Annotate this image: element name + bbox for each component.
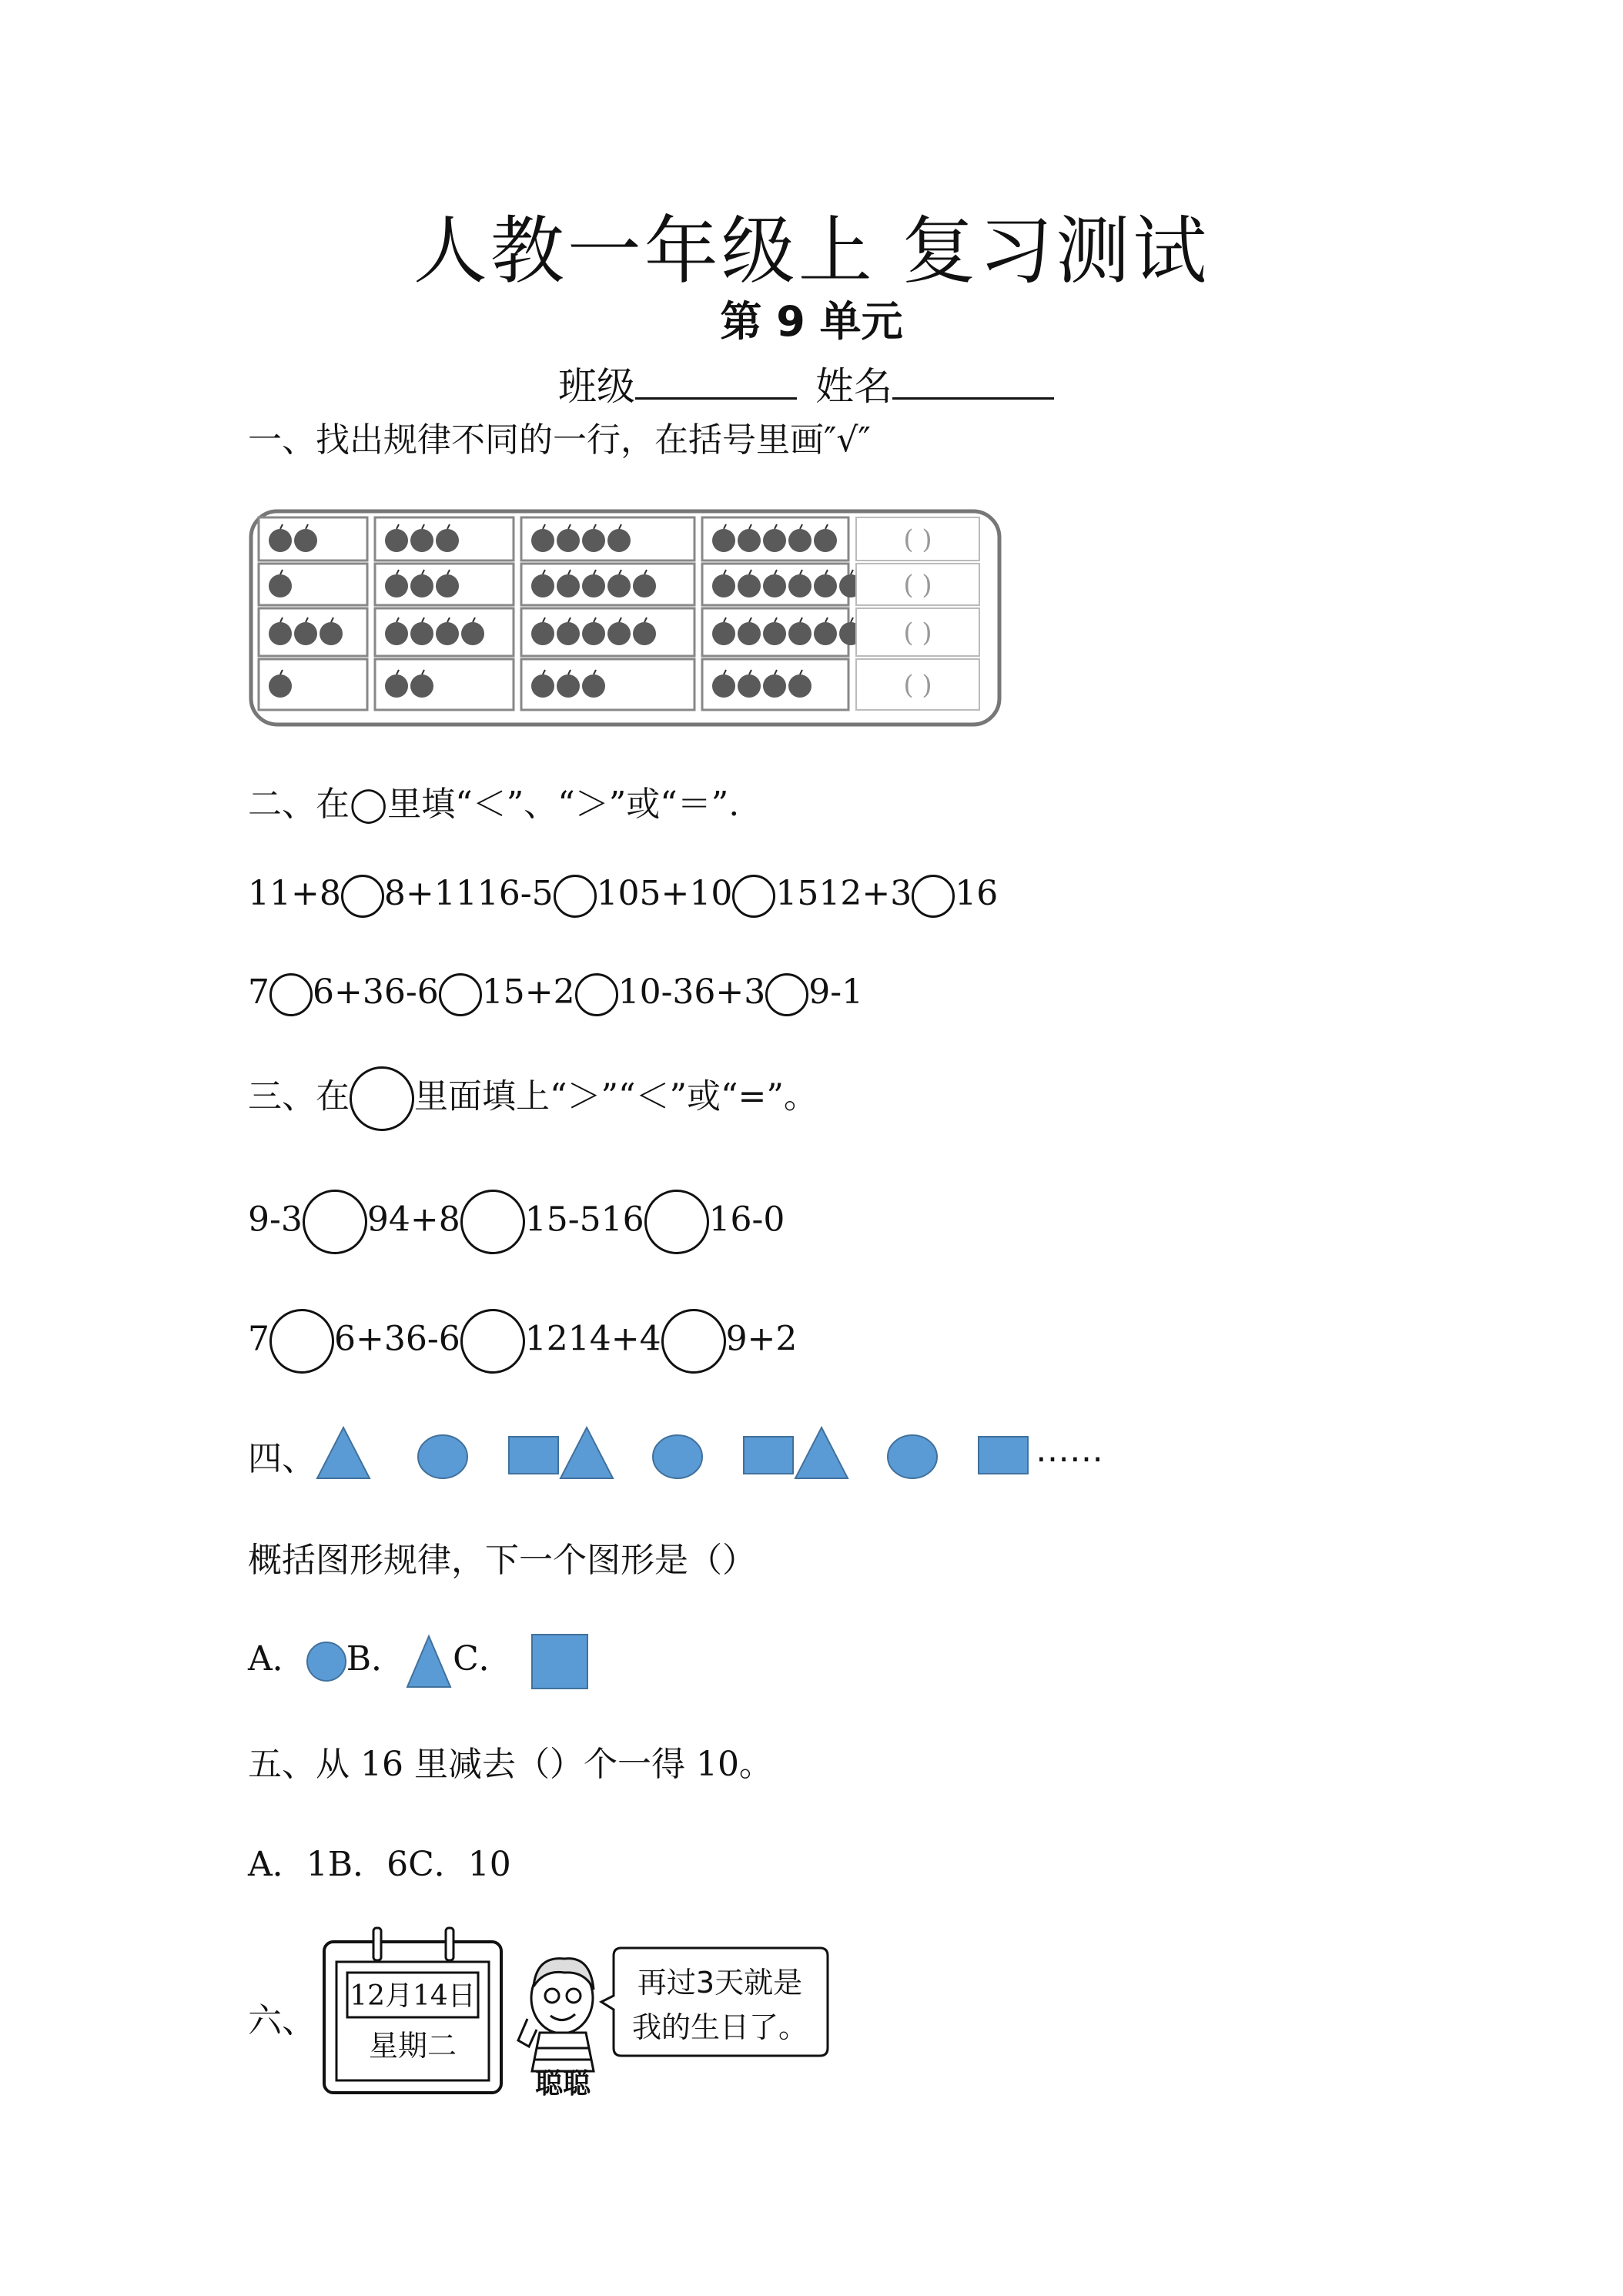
option-c-label: C． bbox=[453, 1639, 513, 1678]
apple-icon bbox=[410, 674, 433, 698]
apple-icon bbox=[269, 674, 292, 698]
apple-icon bbox=[712, 529, 735, 552]
apple-icon bbox=[294, 529, 317, 552]
apple-icon bbox=[557, 622, 580, 645]
name-line bbox=[558, 356, 1073, 411]
apple-icon bbox=[557, 529, 580, 552]
option-b-label: B． bbox=[346, 1639, 406, 1678]
q4-label: 四、 bbox=[248, 1439, 316, 1478]
square-shape bbox=[509, 1437, 558, 1474]
q5-options: A．1B．6C．10 bbox=[248, 1845, 511, 1884]
apple-icon bbox=[385, 529, 408, 552]
q2-line-2 bbox=[248, 972, 863, 1016]
expr: 9-1 bbox=[808, 972, 864, 1012]
q3-prompt-a: 三、在 bbox=[248, 1076, 350, 1116]
expr: 1512+3 bbox=[775, 874, 912, 913]
apple-icon bbox=[712, 574, 735, 597]
apple-icon bbox=[738, 529, 761, 552]
expr: 6+36-6 bbox=[313, 972, 439, 1012]
apple-icon bbox=[607, 529, 631, 552]
apple-icon bbox=[582, 674, 605, 698]
expr: 7 bbox=[248, 1319, 269, 1359]
apple-icon bbox=[712, 622, 735, 645]
apple-icon bbox=[461, 622, 484, 645]
unit-subtitle: 第 9 单元 bbox=[720, 297, 903, 346]
apple-icon bbox=[788, 674, 812, 698]
compare-oval[interactable] bbox=[732, 875, 775, 918]
apple-icon bbox=[712, 674, 735, 698]
triangle-shape bbox=[561, 1427, 613, 1478]
compare-circle[interactable] bbox=[460, 1309, 525, 1374]
apple-icon bbox=[763, 574, 786, 597]
apple-icon bbox=[738, 574, 761, 597]
apple-icon bbox=[531, 622, 554, 645]
apple-icon bbox=[582, 529, 605, 552]
q5-prompt: 五、从 16 里减去（）个一得 10。 bbox=[248, 1745, 773, 1784]
apple-icon bbox=[607, 574, 631, 597]
expr: 16 bbox=[955, 874, 999, 913]
compare-oval[interactable] bbox=[269, 973, 313, 1016]
apple-grid bbox=[259, 517, 979, 710]
compare-circle[interactable] bbox=[303, 1190, 367, 1254]
square-shape bbox=[744, 1437, 793, 1474]
apple-icon bbox=[788, 574, 812, 597]
q3-line-1 bbox=[248, 1190, 785, 1254]
apple-icon bbox=[410, 529, 433, 552]
circle-shape bbox=[418, 1435, 467, 1478]
apple-icon bbox=[436, 622, 459, 645]
apple-icon bbox=[531, 529, 554, 552]
class-blank[interactable] bbox=[635, 362, 797, 400]
q6-label: 六、 bbox=[248, 2001, 316, 2040]
q3-prompt bbox=[248, 1066, 818, 1131]
apple-icon bbox=[436, 574, 459, 597]
expr: 15+2 bbox=[481, 972, 575, 1012]
calendar-icon bbox=[324, 1928, 501, 2093]
apple-icon bbox=[294, 622, 317, 645]
expr: 8+1116-5 bbox=[383, 874, 554, 913]
option-a-circle[interactable] bbox=[306, 1642, 346, 1682]
q2-prompt bbox=[248, 776, 739, 825]
q4-options bbox=[248, 1631, 588, 1689]
apple-icon bbox=[763, 674, 786, 698]
q3-prompt-b: 里面填上“＞”“＜”或“=”。 bbox=[414, 1076, 818, 1116]
expr: 16-0 bbox=[708, 1200, 785, 1240]
q3-line-2 bbox=[248, 1309, 797, 1374]
shape-sequence bbox=[316, 1417, 1124, 1486]
compare-oval[interactable] bbox=[439, 973, 482, 1016]
triangle-shape bbox=[795, 1427, 848, 1478]
answer-bracket: ( ) bbox=[903, 570, 932, 601]
q2-line-1 bbox=[248, 874, 998, 918]
compare-oval[interactable] bbox=[341, 875, 384, 918]
speech-line-2: 我的生日了。 bbox=[631, 2010, 808, 2044]
character-name: 聪聪 bbox=[534, 2068, 591, 2098]
apple-icon bbox=[814, 574, 837, 597]
apple-icon bbox=[788, 622, 812, 645]
option-b-triangle[interactable] bbox=[405, 1634, 453, 1689]
circle-shape bbox=[653, 1435, 702, 1478]
triangle-shape bbox=[317, 1427, 370, 1478]
apple-icon bbox=[788, 529, 812, 552]
compare-circle[interactable] bbox=[269, 1309, 334, 1374]
apple-icon bbox=[607, 622, 631, 645]
apple-pattern-table bbox=[248, 508, 1002, 728]
name-label: 姓名 bbox=[815, 364, 892, 409]
apple-icon bbox=[531, 574, 554, 597]
square-shape bbox=[979, 1437, 1028, 1474]
compare-circle[interactable] bbox=[644, 1190, 709, 1254]
compare-circle[interactable] bbox=[661, 1309, 726, 1374]
apple-icon bbox=[763, 529, 786, 552]
answer-bracket: ( ) bbox=[903, 670, 932, 701]
expr: 11+8 bbox=[248, 874, 341, 913]
option-a-label: A． bbox=[248, 1639, 306, 1678]
compare-oval[interactable] bbox=[575, 973, 618, 1016]
sample-circle bbox=[350, 1066, 414, 1131]
apple-icon bbox=[814, 622, 837, 645]
expr: 94+8 bbox=[366, 1200, 460, 1240]
compare-oval[interactable] bbox=[765, 973, 808, 1016]
expr: 7 bbox=[248, 972, 269, 1012]
apple-icon bbox=[633, 574, 656, 597]
answer-bracket: ( ) bbox=[903, 618, 932, 648]
apple-icon bbox=[582, 622, 605, 645]
apple-icon bbox=[269, 622, 292, 645]
apple-icon bbox=[269, 574, 292, 597]
q4-question: 概括图形规律，下一个图形是（） bbox=[248, 1541, 756, 1580]
compare-oval[interactable] bbox=[912, 875, 955, 918]
expr: 6+36-6 bbox=[334, 1319, 460, 1359]
apple-icon bbox=[738, 622, 761, 645]
sequence-group bbox=[317, 1427, 1028, 1478]
apple-icon bbox=[557, 574, 580, 597]
apple-icon bbox=[410, 574, 433, 597]
apple-icon bbox=[582, 574, 605, 597]
expr: 9-3 bbox=[248, 1200, 303, 1240]
expr: 15-516 bbox=[524, 1200, 644, 1240]
apple-icon bbox=[557, 674, 580, 698]
apple-icon bbox=[269, 529, 292, 552]
apple-icon bbox=[814, 529, 837, 552]
compare-oval[interactable] bbox=[554, 875, 597, 918]
apple-icon bbox=[320, 622, 343, 645]
expr: 9+2 bbox=[725, 1319, 798, 1359]
class-label: 班级 bbox=[558, 364, 635, 409]
sequence-ellipsis: …… bbox=[1036, 1431, 1103, 1470]
speech-line-1: 再过3天就是 bbox=[637, 1966, 803, 2000]
apple-icon bbox=[436, 529, 459, 552]
expr: 105+10 bbox=[596, 874, 733, 913]
speech-bubble bbox=[601, 1948, 828, 2056]
page-title: 人教一年级上 复习测试 bbox=[413, 208, 1210, 294]
apple-icon bbox=[385, 622, 408, 645]
calendar-weekday: 星期二 bbox=[368, 2029, 457, 2063]
expr: 10-36+3 bbox=[617, 972, 766, 1012]
apple-icon bbox=[531, 674, 554, 698]
boy-character-icon bbox=[518, 1959, 594, 2098]
option-c-square[interactable] bbox=[531, 1634, 588, 1689]
circle-shape bbox=[888, 1435, 937, 1478]
birthday-illustration bbox=[320, 1925, 835, 2098]
apple-icon bbox=[633, 622, 656, 645]
answer-bracket: ( ) bbox=[903, 524, 932, 555]
apple-icon bbox=[738, 674, 761, 698]
calendar-date: 12月14日 bbox=[350, 1980, 476, 2012]
q2-prompt-text: 二、在◯里填“＜”、“＞”或“＝”. bbox=[248, 785, 740, 824]
expr: 1214+4 bbox=[524, 1319, 661, 1359]
apple-icon bbox=[385, 674, 408, 698]
name-blank[interactable] bbox=[892, 362, 1054, 400]
compare-circle[interactable] bbox=[460, 1190, 525, 1254]
q1-prompt: 一、找出规律不同的一行，在括号里画″√″ bbox=[248, 420, 871, 460]
apple-icon bbox=[410, 622, 433, 645]
apple-icon bbox=[763, 622, 786, 645]
apple-icon bbox=[385, 574, 408, 597]
